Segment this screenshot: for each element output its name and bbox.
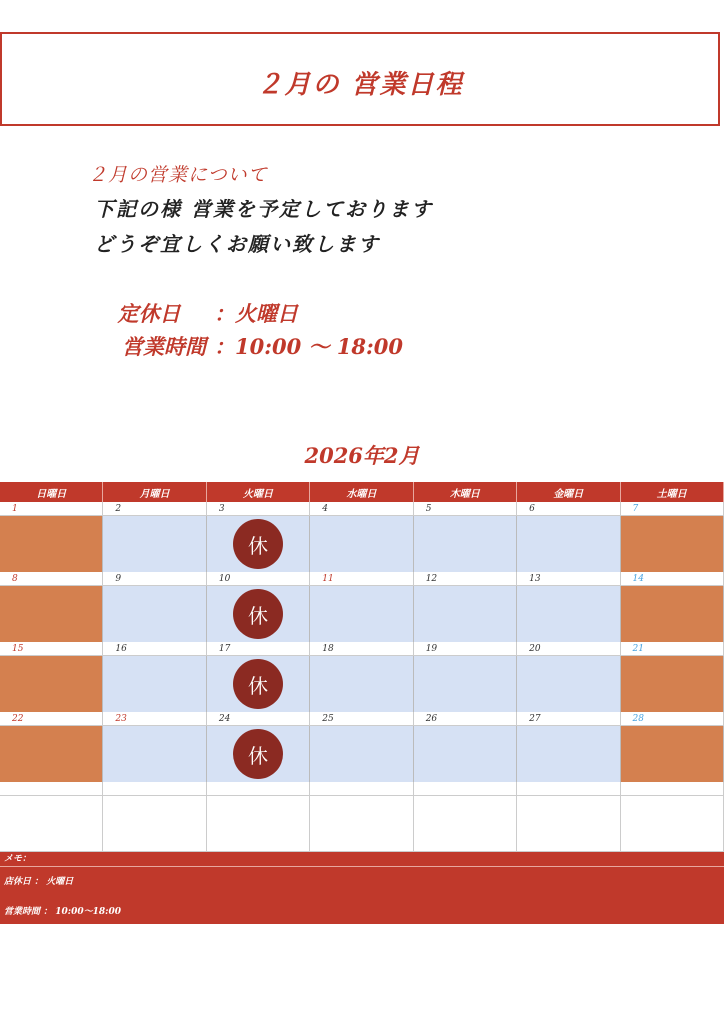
calendar-week [0,712,724,782]
day-cell [310,516,413,572]
day-cell [103,726,206,782]
date-label: 9 [103,572,206,586]
day-cell [621,586,724,642]
notice-line-2: どうぞ宜しくお願い致します [94,232,380,256]
date-label: 17 [207,642,310,656]
day-cell [621,726,724,782]
day-cell [0,656,103,712]
date-label: 24 [207,712,310,726]
day-cell [103,656,206,712]
day-cell [103,586,206,642]
calendar-week [0,502,724,572]
notice-line-1: 下記の様 営業を予定しております [94,197,433,221]
day-cell [310,586,413,642]
date-label: 3 [207,502,310,516]
closed-day-row [92,296,403,329]
date-label: 12 [414,572,517,586]
calendar-month-title: 2026年2月 [304,443,420,468]
date-label: 21 [621,642,724,656]
closed-day-badge: 休 [233,519,283,569]
date-label: 26 [414,712,517,726]
day-cell [207,726,310,782]
date-label: 22 [0,712,103,726]
closed-day-label: 定休日 [117,300,181,326]
day-cell [414,796,517,852]
date-label: 16 [103,642,206,656]
day-cell [0,586,103,642]
date-label: 5 [414,502,517,516]
date-label [103,782,206,796]
date-label [517,782,620,796]
date-label: 18 [310,642,413,656]
day-cell [621,656,724,712]
page-title: ２月の 営業日程 [256,70,464,100]
calendar-week [0,642,724,712]
date-label: 25 [310,712,413,726]
day-cell [0,726,103,782]
date-label: 7 [621,502,724,516]
date-label: 2 [103,502,206,516]
day-cell [310,656,413,712]
notice-heading: ２月の営業について [88,164,268,186]
day-cell [414,586,517,642]
day-cell [621,796,724,852]
date-label: 1 [0,502,103,516]
day-cell [0,516,103,572]
day-cell [517,726,620,782]
notice-section [88,160,433,257]
date-label: 28 [621,712,724,726]
memo-line-2: 営業時間 ： 10:00～18:00 [4,907,122,917]
weekday-saturday: 土曜日 [621,482,724,502]
day-cell [310,726,413,782]
closed-day-badge: 休 [233,589,283,639]
weekday-thursday: 木曜日 [414,482,517,502]
date-label: 23 [103,712,206,726]
day-cell [517,796,620,852]
day-cell [414,516,517,572]
date-label: 11 [310,572,413,586]
date-label: 13 [517,572,620,586]
hours-value: ：10:00 ～ 18:00 [214,333,404,359]
day-cell [207,586,310,642]
date-label [0,782,103,796]
day-cell [207,656,310,712]
calendar [0,482,724,852]
date-label [621,782,724,796]
weekday-monday: 月曜日 [103,482,206,502]
date-label: 4 [310,502,413,516]
memo-title: メモ： [0,852,724,867]
closed-day-value: ：火曜日 [214,300,298,326]
date-label: 15 [0,642,103,656]
calendar-week-empty [0,782,724,852]
date-label [310,782,413,796]
hours-label: 営業時間 [122,333,206,359]
day-cell [207,516,310,572]
date-label [414,782,517,796]
closed-day-badge: 休 [233,729,283,779]
day-cell [414,656,517,712]
date-label: 27 [517,712,620,726]
day-cell [103,516,206,572]
day-cell [621,516,724,572]
weekday-sunday: 日曜日 [0,482,103,502]
day-cell [103,796,206,852]
date-label: 19 [414,642,517,656]
hours-row [92,329,403,362]
day-cell [517,516,620,572]
date-label: 8 [0,572,103,586]
memo-section [0,852,724,924]
date-label: 14 [621,572,724,586]
day-cell [517,656,620,712]
calendar-week [0,572,724,642]
day-cell [0,796,103,852]
day-cell [414,726,517,782]
memo-line-1: 店休日 ： 火曜日 [4,877,74,887]
day-cell [517,586,620,642]
weekday-wednesday: 水曜日 [310,482,413,502]
date-label [207,782,310,796]
date-label: 10 [207,572,310,586]
weekday-tuesday: 火曜日 [207,482,310,502]
weekday-friday: 金曜日 [517,482,620,502]
date-label: 6 [517,502,620,516]
closed-day-badge: 休 [233,659,283,709]
date-label: 20 [517,642,620,656]
calendar-header [0,482,724,502]
title-box [0,32,720,126]
day-cell [310,796,413,852]
day-cell [207,796,310,852]
business-info [92,296,403,362]
